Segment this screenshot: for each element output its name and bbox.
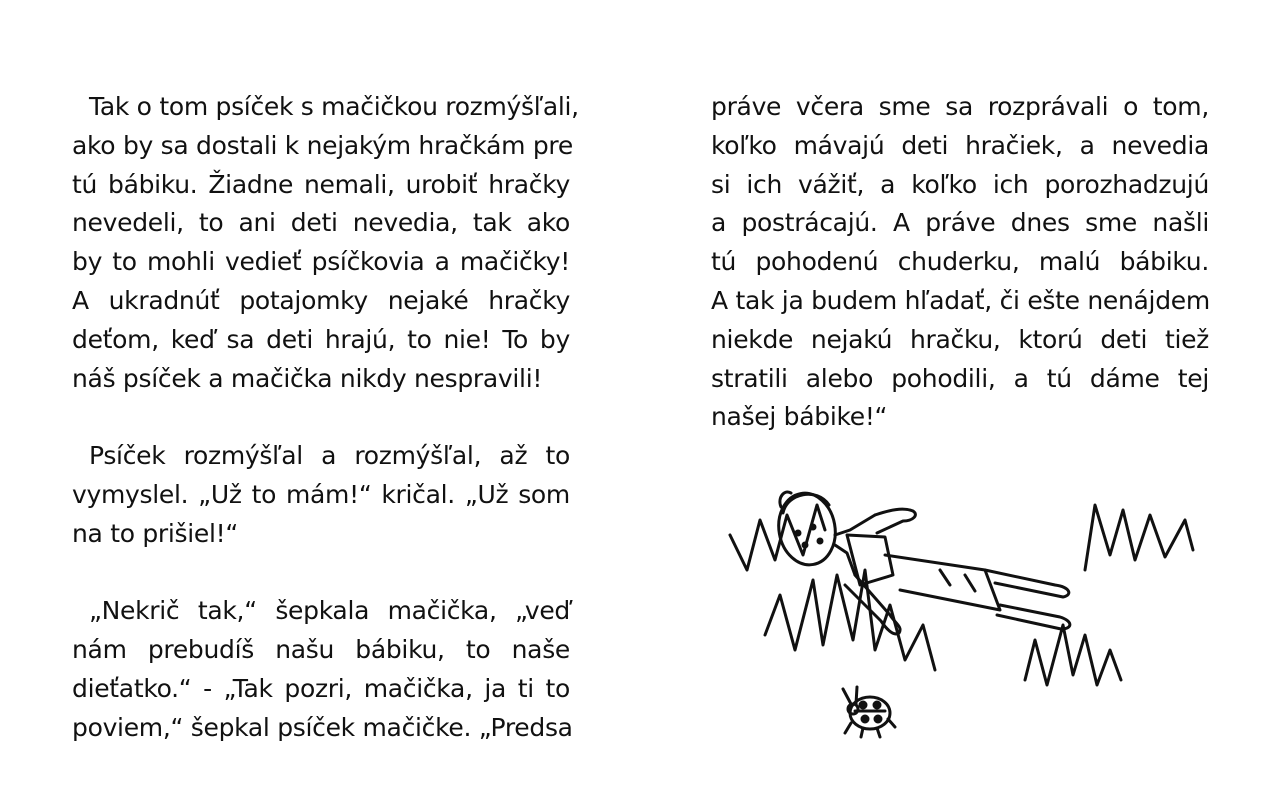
text-line: nám prebudíš našu bábiku, to naše [72, 635, 570, 665]
doll-lying-in-grass-illustration [725, 475, 1240, 750]
grass-tuft-icon [1085, 505, 1193, 570]
text-line: deťom, keď sa deti hrajú, to nie! To by [72, 324, 570, 354]
left-text-column [72, 88, 579, 748]
text-line: vymyslel. „Už to mám!“ kričal. „Už som [72, 479, 570, 509]
grass-tuft-icon [730, 505, 825, 570]
grass-tuft-icon [1025, 625, 1121, 685]
text-line: Psíček rozmýšľal a rozmýšľal, až to [89, 441, 570, 471]
right-text-column [711, 88, 1209, 437]
text-line: našej bábike!“ [711, 402, 888, 432]
text-line: stratili alebo pohodili, a tú dáme tej [711, 363, 1209, 393]
text-line: náš psíček a mačička nikdy nespravili! [72, 363, 543, 393]
text-line: „Nekrič tak,“ šepkala mačička, „veď [89, 596, 570, 626]
ladybug-icon [843, 687, 895, 737]
text-line: Tak o tom psíček s mačičkou rozmýšľali, [89, 92, 579, 121]
text-line: A tak ja budem hľadať, či ešte nenájdem [711, 285, 1210, 315]
text-line: dieťatko.“ - „Tak pozri, mačička, ja ti to [72, 673, 570, 703]
text-line: práve včera sme sa rozprávali o tom, [711, 92, 1209, 121]
grass-tuft-icon [765, 570, 935, 670]
text-line: a postrácajú. A práve dnes sme našli [711, 208, 1209, 238]
text-line: koľko mávajú deti hračiek, a nevedia [711, 130, 1209, 160]
text-line: na to prišiel!“ [72, 518, 239, 548]
text-line: poviem,“ šepkal psíček mačičke. „Predsa [72, 712, 573, 742]
right-page [640, 0, 1280, 800]
text-line: nevedeli, to ani deti nevedia, tak ako [72, 208, 570, 238]
paragraph-gap [72, 554, 570, 593]
paragraph-gap [72, 398, 570, 437]
text-line: A ukradnúť potajomky nejaké hračky [72, 285, 570, 315]
text-line: tú pohodenú chuderku, malú bábiku. [711, 247, 1209, 277]
text-line: tú bábiku. Žiadne nemali, urobiť hračky [72, 169, 570, 199]
text-line: by to mohli vedieť psíčkovia a mačičky! [72, 247, 570, 277]
text-line: ako by sa dostali k nejakým hračkám pre [72, 130, 573, 160]
text-line: niekde nejakú hračku, ktorú deti tiež [711, 324, 1209, 354]
text-line: si ich vážiť, a koľko ich porozhadzujú [711, 169, 1209, 199]
